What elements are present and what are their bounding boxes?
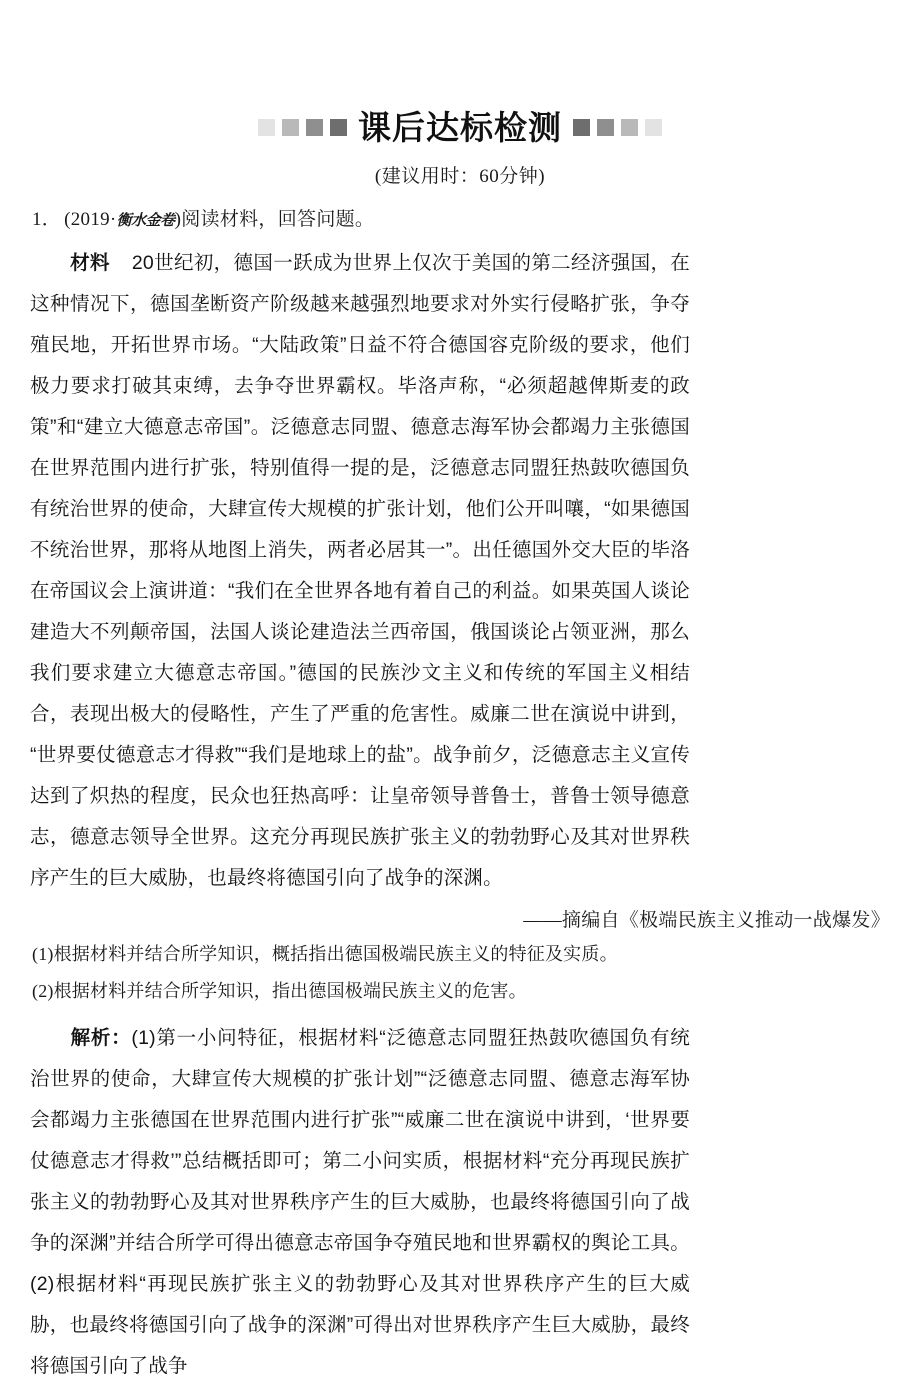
- question-source-tag: 衡水金卷: [116, 212, 175, 229]
- material-passage: [30, 243, 690, 899]
- decorative-square: [306, 119, 323, 136]
- decorative-square: [573, 119, 590, 136]
- decorative-square: [597, 119, 614, 136]
- question-source-close: ): [174, 209, 182, 230]
- material-label: 材料: [70, 252, 110, 274]
- decorative-square: [258, 119, 275, 136]
- source-attribution: ——摘编自《极端民族主义推动一战爆发》: [523, 910, 890, 931]
- decorative-square: [282, 119, 299, 136]
- page-header-band: [0, 104, 920, 150]
- analysis-text: (1)第一小问特征，根据材料“泛德意志同盟狂热鼓吹德国负有统治世界的使命，大肆宣传大规模的扩张计划”“泛德意志同盟、德意志海军协会都竭力主张德国在世界范围内进行扩张”“威廉二世在演说中讲到，‘世界要仗德意志才得救’”总结概括即可；第二小问实质，根据材料“充分再现民族扩张主义的勃勃野心及其对世界秩序产生的巨大威胁，也最终将德国引向了战争的深渊”并结合所学可得出德意志帝国争夺殖民地和世界霸权的舆论工具。(2)根据材料“再现民族扩张主义的勃勃野心及其对世界秩序产生的巨大威胁，也最终将德国引向了战争的深渊”可得出对世界秩序产生巨大威胁，最终将德国引向了战争: [30, 1027, 690, 1377]
- question-source-open: (2019·: [64, 209, 117, 230]
- decorative-square: [621, 119, 638, 136]
- decorative-square: [330, 119, 347, 136]
- question-prompt: 阅读材料，回答问题。: [181, 209, 375, 230]
- material-text: 20世纪初，德国一跃成为世界上仅次于美国的第二经济强国，在这种情况下，德国垄断资产阶级越来越强烈地要求对外实行侵略扩张，争夺殖民地，开拓世界市场。“大陆政策”日益不符合德国容克阶级的要求，他们极力要求打破其束缚，去争夺世界霸权。毕洛声称，“必须超越俾斯麦的政策”和“建立大德意志帝国”。泛德意志同盟、德意志海军协会都竭力主张德国在世界范围内进行扩张，特别值得一提的是，泛德意志同盟狂热鼓吹德国负有统治世界的使命，大肆宣传大规模的扩张计划，他们公开叫嚷，“如果德国不统治世界，那将从地图上消失，两者必居其一”。出任德国外交大臣的毕洛在帝国议会上演讲道：“我们在全世界各地有着自己的利益。如果英国人谈论建造大不列颠帝国，法国人谈论建造法兰西帝国，俄国谈论占领亚洲，那么我们要求建立大德意志帝国。”德国的民族沙文主义和传统的军国主义相结合，表现出极大的侵略性，产生了严重的危害性。威廉二世在演说中讲到，“世界要仗德意志才得救”“我们是地球上的盐”。战争前夕，泛德意志主义宣传达到了炽热的程度，民众也狂热高呼：让皇帝领导普鲁士，普鲁士领导德意志，德意志领导全世界。这充分再现民族扩张主义的勃勃野心及其对世界秩序产生的巨大威胁，也最终将德国引向了战争的深渊。: [30, 252, 690, 889]
- analysis-label: 解析：: [70, 1027, 132, 1049]
- decorative-squares-right: [573, 119, 662, 136]
- question-stem: [32, 204, 920, 231]
- question-number: 1．: [32, 209, 62, 230]
- sub-question-1: (1)根据材料并结合所学知识，概括指出德国极端民族主义的特征及实质。: [32, 944, 618, 964]
- decorative-square: [645, 119, 662, 136]
- suggested-time: (建议用时：60分钟): [374, 166, 546, 187]
- decorative-squares-left: [258, 119, 347, 136]
- sub-question-2: (2)根据材料并结合所学知识，指出德国极端民族主义的危害。: [32, 981, 527, 1001]
- analysis-passage: [30, 1018, 690, 1387]
- page-title: 课后达标检测: [358, 108, 562, 146]
